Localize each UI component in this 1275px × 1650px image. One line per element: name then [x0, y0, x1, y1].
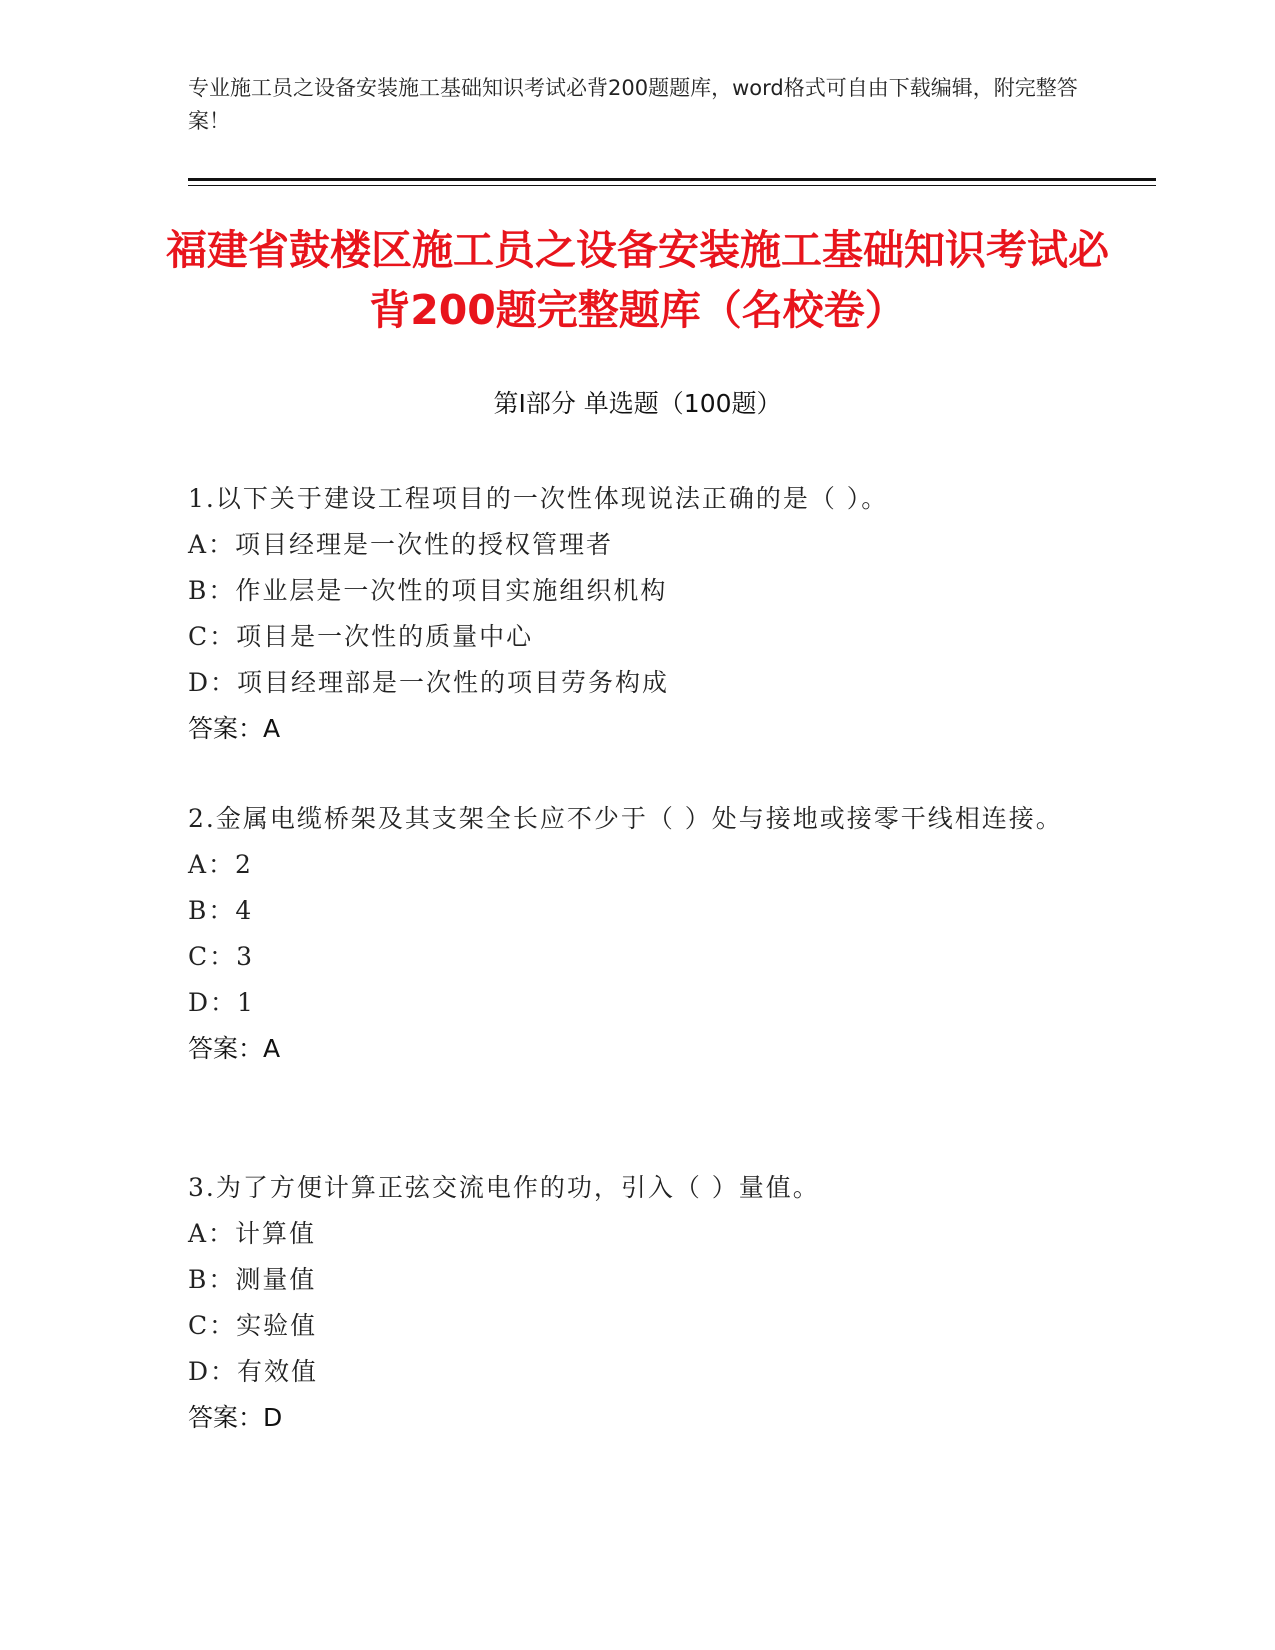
question-stem: 2.金属电缆桥架及其支架全长应不少于（ ）处与接地或接零干线相连接。: [188, 804, 1063, 833]
header-rule-thick: [188, 178, 1156, 181]
header-note: 专业施工员之设备安装施工基础知识考试必背200题题库，word格式可自由下载编辑，附完整答案！: [188, 76, 1078, 133]
document-title: 福建省鼓楼区施工员之设备安装施工基础知识考试必背200题完整题库（名校卷）: [166, 226, 1109, 334]
option-a: A：项目经理是一次性的授权管理者: [188, 530, 614, 559]
question-stem: 1.以下关于建设工程项目的一次性体现说法正确的是（ ）。: [188, 484, 889, 513]
question-stem: 3.为了方便计算正弦交流电作的功，引入（ ）量值。: [188, 1173, 820, 1202]
question-2: [188, 796, 1088, 1072]
option-d: D：项目经理部是一次性的项目劳务构成: [188, 668, 670, 697]
option-a: A：2: [188, 850, 253, 879]
answer: 答案：A: [188, 714, 281, 743]
answer: 答案：D: [188, 1403, 283, 1432]
header-rule-thin: [188, 185, 1156, 186]
option-d: D：1: [188, 988, 255, 1017]
section-heading: 第I部分 单选题（100题）: [493, 389, 782, 418]
option-b: B：测量值: [188, 1265, 317, 1294]
option-c: C：实验值: [188, 1311, 318, 1340]
option-b: B：4: [188, 896, 254, 925]
option-c: C：项目是一次性的质量中心: [188, 622, 534, 651]
option-d: D：有效值: [188, 1357, 319, 1386]
option-c: C：3: [188, 942, 255, 971]
answer: 答案：A: [188, 1034, 281, 1063]
option-a: A：计算值: [188, 1219, 317, 1248]
question-3: [188, 1165, 1088, 1441]
option-b: B：作业层是一次性的项目实施组织机构: [188, 576, 668, 605]
question-1: [188, 476, 1088, 752]
